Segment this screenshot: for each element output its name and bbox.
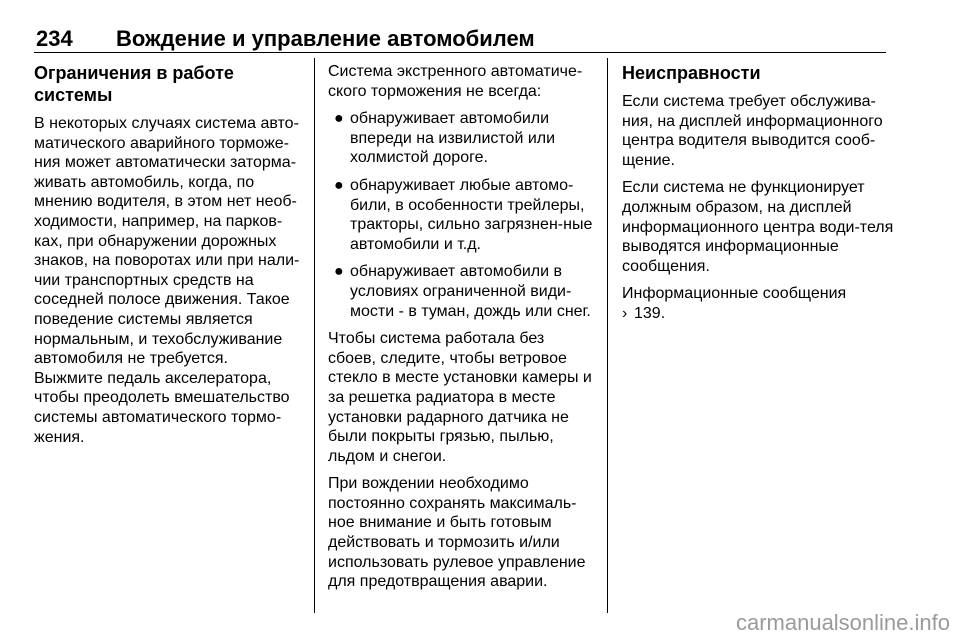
paragraph: В некоторых случаях система авто-матического аварийного торможе-ния может автоматически заторма-живать автомобиль, когда, по мнению водителя, в этом нет необ-ходимости, например, на парков-ках, при обнаружении дорожных знаков, на поворотах или при нали-чии транспортных средств на соседней полосе движения. Такое поведение системы является нормальным, и техобслуживание автомобиля не требуется. (34, 115, 300, 368)
chapter-title: Вождение и управление автомобилем (116, 26, 535, 51)
paragraph: Система экстренного автоматиче-ского торможения не всегда: (328, 63, 583, 100)
column-2 (328, 62, 596, 600)
column-divider (314, 58, 315, 613)
bullet-list (328, 109, 596, 321)
section-heading: Ограничения в работе системы (34, 63, 234, 105)
bullet-icon: ● (334, 263, 344, 281)
section-heading: Неисправности (622, 63, 761, 83)
paragraph: Если система требует обслужива-ния, на дисплей информационного центра водителя выводится сооб-щение. (622, 93, 883, 169)
paragraph: Чтобы система работала без сбоев, следите, чтобы ветровое стекло в месте установки камеры и за решетка радиатора в месте установки радарного датчика не были покрыты грязью, пылью, льдом и снегои. (328, 330, 592, 465)
list-item: ● обнаруживает автомобили впереди на извилистой или холмистой дороге. (334, 110, 556, 167)
paragraph: При вождении необходимо постоянно сохранять максималь-ное внимание и быть готовым действовать и тормозить и/или использовать рулевое управление для предотвращения аварии. (328, 475, 586, 591)
bullet-icon: ● (334, 110, 344, 128)
page-number: 234 (36, 26, 73, 51)
bullet-icon: ● (334, 176, 344, 194)
column-3 (622, 62, 894, 332)
paragraph: Информационные сообщения (622, 285, 847, 303)
column-divider (607, 58, 608, 613)
column-1 (34, 62, 304, 455)
watermark: carmanualsonline.info (735, 610, 950, 635)
list-item: ● обнаруживает автомобили в условиях ограниченной види-мости - в туман, дождь или снег. (334, 263, 591, 320)
arrow-right-icon: › (622, 304, 628, 322)
list-item: ● обнаруживает любые автомо-били, в особенности трейлеры, тракторы, сильно загрязнен-ные автомобили и т.д. (334, 176, 593, 253)
paragraph: Выжмите педаль акселератора, чтобы преодолеть вмешательство системы автоматического тормо-жения. (34, 369, 290, 446)
paragraph: Если система не функционирует должным образом, на дисплей информационного центра води-теля выводятся информационные сообщения. (622, 179, 894, 275)
reference-page: 139. (634, 304, 666, 322)
page-reference[interactable] (622, 304, 894, 324)
page-header (34, 22, 886, 53)
